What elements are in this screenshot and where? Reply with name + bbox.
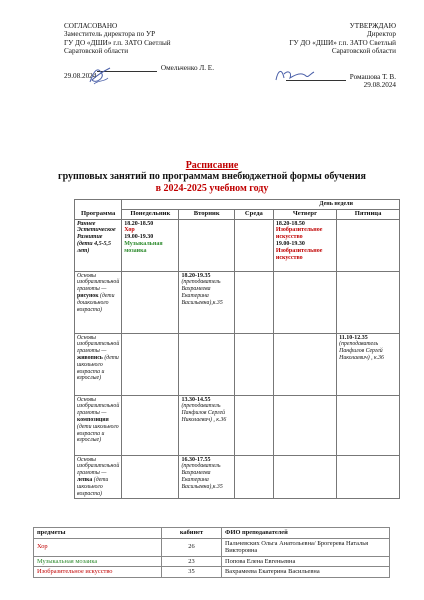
table-row xyxy=(34,538,390,556)
table-row xyxy=(34,556,390,567)
teacher-name: Попова Елена Евгеньевна xyxy=(222,556,390,567)
tuesday-cell: 16.30-17.55 (преподаватель Вахрамеева Екатерина Васильевна),к.35 xyxy=(179,455,234,499)
wednesday-cell xyxy=(234,455,273,499)
approver-name: Ромашова Т. В. xyxy=(349,72,396,81)
friday-cell xyxy=(337,395,400,455)
room-number: 26 xyxy=(162,538,222,556)
day-of-week-header: День недели xyxy=(273,200,399,210)
approver-org: ГУ ДО «ДШИ» г.п. ЗАТО Светлый xyxy=(289,38,396,47)
title-line-2: групповых занятий по программам внебюджетной формы обучения xyxy=(58,171,366,183)
column-header-wednesday: Среда xyxy=(234,209,273,219)
column-header-thursday: Четверг xyxy=(273,209,336,219)
approval-date: 29.08.2024 xyxy=(363,81,396,90)
program-cell: Основы изобразительной грамоты — живопись (дети школьного возраста и взрослые) xyxy=(75,333,122,395)
table-header-row xyxy=(34,528,390,539)
tuesday-cell xyxy=(179,333,234,395)
subject-name: Музыкальная мозаика xyxy=(34,556,162,567)
program-cell: Основы изобразительной грамоты — лепка (дети школьного возраста) xyxy=(75,455,122,499)
approver-position: Заместитель директора по УР xyxy=(64,30,156,39)
subject-name: Изобразительное искусство xyxy=(34,567,162,578)
wednesday-cell xyxy=(234,333,273,395)
signature-right xyxy=(272,64,316,86)
subjects-table xyxy=(33,527,390,578)
table-row xyxy=(75,333,400,395)
approver-region: Саратовской области xyxy=(331,47,396,56)
monday-cell xyxy=(122,271,179,333)
column-header-teacher: ФИО преподавателей xyxy=(222,528,390,539)
monday-cell xyxy=(122,333,179,395)
schedule-table xyxy=(74,199,400,499)
table-row xyxy=(75,271,400,333)
column-header-friday: Пятница xyxy=(337,209,400,219)
wednesday-cell xyxy=(234,271,273,333)
friday-cell: 11.10-12.35 (преподаватель Панфилов Сергей Николаевич) , к.36 xyxy=(337,333,400,395)
wednesday-cell xyxy=(234,395,273,455)
thursday-cell xyxy=(273,271,336,333)
approval-label: УТВЕРЖДАЮ xyxy=(349,22,396,30)
thursday-cell: 18.20-18.50 Изобразительное искусство 19.00-19.30 Изобразительное искусство xyxy=(273,219,336,271)
monday-cell xyxy=(122,455,179,499)
monday-cell xyxy=(122,395,179,455)
approver-region: Саратовской области xyxy=(64,47,129,56)
tuesday-cell xyxy=(179,219,234,271)
signature-left xyxy=(86,64,114,88)
program-cell: Основы изобразительной грамоты — рисунок (дети дошкольного возраста) xyxy=(75,271,122,333)
tuesday-cell: 18.20-19.35 (преподаватель Вахрамеева Екатерина Васильевна),к.35 xyxy=(179,271,234,333)
approver-name: Омельченко Л. Е. xyxy=(160,63,214,72)
room-number: 23 xyxy=(162,556,222,567)
thursday-cell xyxy=(273,395,336,455)
column-header-room: кабинет xyxy=(162,528,222,539)
friday-cell xyxy=(337,271,400,333)
approver-org: ГУ ДО «ДШИ» г.п. ЗАТО Светлый xyxy=(64,38,171,47)
program-cell: Раннее Эстетическое Развитие (дети 4,5-5,5 лет) xyxy=(75,219,122,271)
title-line-1: Расписание xyxy=(185,160,239,171)
friday-cell xyxy=(337,455,400,499)
approval-date: 29.08.2024 xyxy=(64,72,97,81)
column-header-program: Программа xyxy=(75,209,122,219)
table-row xyxy=(75,455,400,499)
table-row xyxy=(75,219,400,271)
title-line-3: в 2024-2025 учебном году xyxy=(155,182,269,194)
monday-cell: 18.20-18.50 Хор 19.00-19.30 Музыкальная мозаика xyxy=(122,219,179,271)
thursday-cell xyxy=(273,333,336,395)
table-header-row xyxy=(75,200,400,210)
friday-cell xyxy=(337,219,400,271)
column-header-monday: Понедельник xyxy=(122,209,179,219)
table-header-row xyxy=(75,209,400,219)
wednesday-cell xyxy=(234,219,273,271)
room-number: 35 xyxy=(162,567,222,578)
tuesday-cell: 13.30-14.55 (преподаватель Панфилов Сергей Николаевич) , к.36 xyxy=(179,395,234,455)
thursday-cell xyxy=(273,455,336,499)
table-row xyxy=(75,395,400,455)
subject-name: Хор xyxy=(34,538,162,556)
approver-position: Директор xyxy=(366,30,396,39)
column-header-subject: предметы xyxy=(34,528,162,539)
document-title xyxy=(0,160,424,194)
teacher-name: Вахрамеева Екатерина Васильевна xyxy=(222,567,390,578)
approval-label: СОГЛАСОВАНО xyxy=(64,22,118,30)
teacher-name: Пальчевских Ольга Анатольевна/ Брогерева Наталья Викторовна xyxy=(222,538,390,556)
program-cell: Основы изобразительной грамоты — композиция (дети школьного возраста и взрослые) xyxy=(75,395,122,455)
table-row xyxy=(34,567,390,578)
column-header-tuesday: Вторник xyxy=(179,209,234,219)
